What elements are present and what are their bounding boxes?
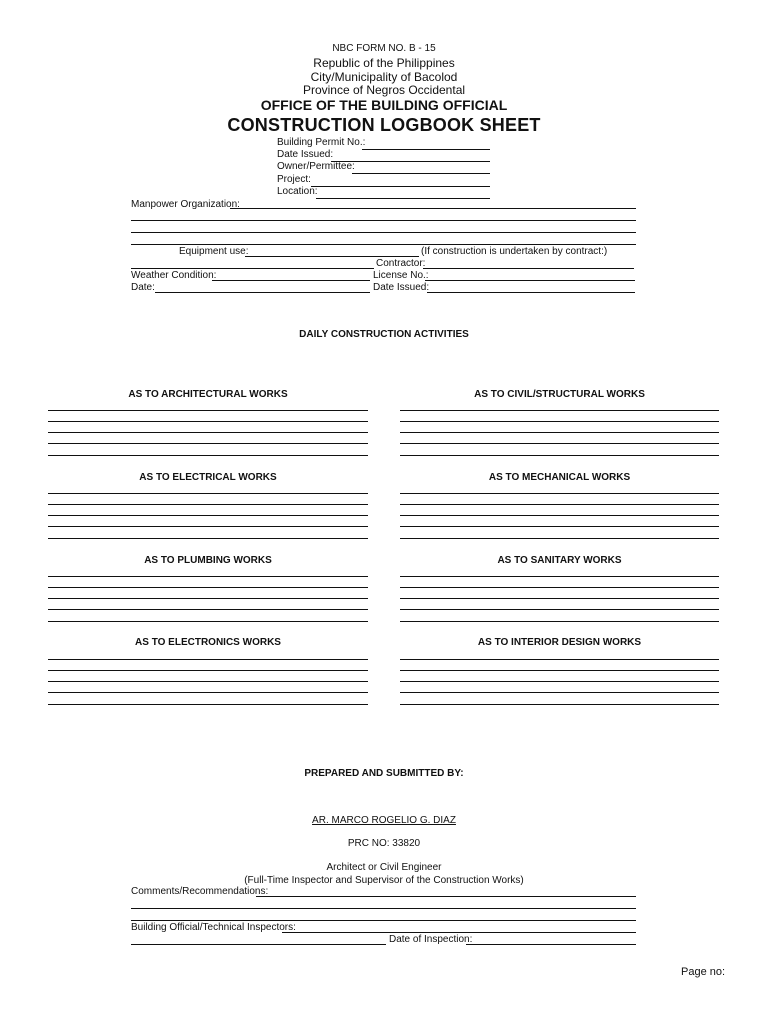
electronics-line[interactable] (48, 692, 368, 693)
city-text: City/Municipality of Bacolod (310, 70, 458, 84)
architectural-line[interactable] (48, 443, 368, 444)
license-no-label: License No.: (373, 270, 429, 281)
weather-label: Weather Condition: (131, 270, 217, 281)
sanitary-heading: AS TO SANITARY WORKS (497, 555, 622, 566)
manpower-label: Manpower Organization: (131, 199, 240, 210)
plumbing-line[interactable] (48, 609, 368, 610)
plumbing-line[interactable] (48, 598, 368, 599)
license-no-field[interactable] (425, 280, 635, 281)
building-permit-field[interactable] (362, 149, 490, 150)
electronics-line[interactable] (48, 704, 368, 705)
republic-text: Republic of the Philippines (313, 56, 455, 70)
contractor-label: Contractor: (376, 258, 426, 269)
comments-label: Comments/Recommendations: (131, 886, 269, 897)
comments-field-line[interactable] (131, 920, 636, 921)
signatory-name: AR. MARCO ROGELIO G. DIAZ (312, 815, 456, 826)
electrical-line[interactable] (48, 526, 368, 527)
page-title: CONSTRUCTION LOGBOOK SHEET (227, 115, 541, 135)
equipment-use-field-line[interactable] (131, 268, 374, 269)
building-official-field[interactable] (282, 932, 636, 933)
civil-structural-line[interactable] (400, 421, 719, 422)
electronics-line[interactable] (48, 681, 368, 682)
location-label: Location: (277, 186, 318, 197)
mechanical-line[interactable] (400, 504, 719, 505)
civil-structural-line[interactable] (400, 432, 719, 433)
mechanical-line[interactable] (400, 538, 719, 539)
building-official-label: Building Official/Technical Inspectors: (131, 922, 296, 933)
electrical-heading: AS TO ELECTRICAL WORKS (139, 472, 277, 483)
plumbing-line[interactable] (48, 576, 368, 577)
sanitary-line[interactable] (400, 609, 719, 610)
plumbing-heading: AS TO PLUMBING WORKS (144, 555, 272, 566)
interior-design-line[interactable] (400, 692, 719, 693)
comments-field[interactable] (256, 896, 636, 897)
building-permit-label: Building Permit No.: (277, 137, 366, 148)
prepared-by-label: PREPARED AND SUBMITTED BY: (304, 768, 464, 779)
building-official-field-line[interactable] (131, 944, 386, 945)
manpower-field-line[interactable] (131, 232, 636, 233)
equipment-use-field[interactable] (245, 256, 419, 257)
architectural-line[interactable] (48, 421, 368, 422)
architectural-line[interactable] (48, 432, 368, 433)
mechanical-line[interactable] (400, 526, 719, 527)
electrical-line[interactable] (48, 538, 368, 539)
owner-permittee-label: Owner/Permittee: (277, 161, 355, 172)
page-number-label: Page no: (681, 966, 726, 978)
sanitary-line[interactable] (400, 621, 719, 622)
contract-note: (If construction is undertaken by contract:) (421, 246, 608, 257)
date-issued-label: Date Issued: (277, 149, 334, 160)
prc-number: PRC NO: 33820 (347, 838, 421, 849)
equipment-use-label: Equipment use: (179, 246, 249, 257)
mechanical-line[interactable] (400, 515, 719, 516)
comments-field-line[interactable] (131, 908, 636, 909)
electronics-heading: AS TO ELECTRONICS WORKS (135, 637, 281, 648)
civil-structural-line[interactable] (400, 455, 719, 456)
province-text: Province of Negros Occidental (302, 83, 466, 97)
date-issued-label-2: Date Issued: (373, 282, 430, 293)
weather-field[interactable] (212, 280, 370, 281)
location-field[interactable] (316, 198, 490, 199)
architectural-line[interactable] (48, 410, 368, 411)
interior-design-heading: AS TO INTERIOR DESIGN WORKS (477, 637, 642, 648)
interior-design-line[interactable] (400, 659, 719, 660)
sanitary-line[interactable] (400, 587, 719, 588)
plumbing-line[interactable] (48, 587, 368, 588)
mechanical-heading: AS TO MECHANICAL WORKS (488, 472, 631, 483)
signatory-role-note: (Full-Time Inspector and Supervisor of the Construction Works) (244, 875, 524, 886)
project-label: Project: (277, 174, 311, 185)
date-label: Date: (131, 282, 155, 293)
electrical-line[interactable] (48, 493, 368, 494)
activities-heading: DAILY CONSTRUCTION ACTIVITIES (299, 329, 469, 340)
project-field[interactable] (311, 186, 490, 187)
interior-design-line[interactable] (400, 681, 719, 682)
date-issued-field-2[interactable] (427, 292, 635, 293)
sanitary-line[interactable] (400, 576, 719, 577)
sanitary-line[interactable] (400, 598, 719, 599)
date-issued-field[interactable] (331, 161, 490, 162)
manpower-field[interactable] (230, 208, 636, 209)
owner-permittee-field[interactable] (352, 173, 490, 174)
office-title: OFFICE OF THE BUILDING OFFICIAL (260, 97, 508, 113)
form-number: NBC FORM NO. B - 15 (332, 43, 436, 54)
plumbing-line[interactable] (48, 621, 368, 622)
manpower-field-line[interactable] (131, 220, 636, 221)
date-of-inspection-label: Date of Inspection: (389, 934, 473, 945)
architectural-line[interactable] (48, 455, 368, 456)
interior-design-line[interactable] (400, 670, 719, 671)
signatory-role: Architect or Civil Engineer (326, 862, 442, 873)
civil-structural-heading: AS TO CIVIL/STRUCTURAL WORKS (474, 389, 645, 400)
electrical-line[interactable] (48, 504, 368, 505)
date-field[interactable] (155, 292, 370, 293)
electrical-line[interactable] (48, 515, 368, 516)
date-of-inspection-field[interactable] (466, 944, 636, 945)
civil-structural-line[interactable] (400, 443, 719, 444)
electronics-line[interactable] (48, 670, 368, 671)
mechanical-line[interactable] (400, 493, 719, 494)
contractor-field[interactable] (423, 268, 634, 269)
civil-structural-line[interactable] (400, 410, 719, 411)
architectural-heading: AS TO ARCHITECTURAL WORKS (128, 389, 288, 400)
electronics-line[interactable] (48, 659, 368, 660)
interior-design-line[interactable] (400, 704, 719, 705)
manpower-field-line[interactable] (131, 244, 636, 245)
